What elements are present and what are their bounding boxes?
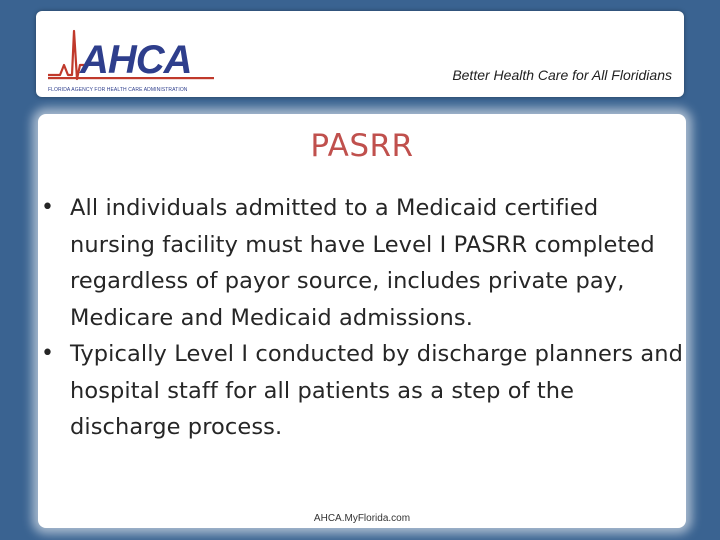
footer-link[interactable]: AHCA.MyFlorida.com	[313, 513, 411, 524]
logo-caption: FLORIDA AGENCY FOR HEALTH CARE ADMINISTRATION	[48, 87, 188, 93]
bullet-text: Typically Level I conducted by discharge planners and hospital staff for all patients as a step of the discharge process.	[70, 341, 683, 440]
ahca-logo	[46, 17, 216, 95]
tagline: Better Health Care for All Floridians	[452, 67, 672, 83]
bullet-icon: •	[41, 341, 55, 366]
heartbeat-icon	[48, 31, 84, 79]
bullet-item	[38, 190, 686, 336]
bullet-list	[38, 190, 686, 446]
bullet-text: All individuals admitted to a Medicaid certified nursing facility must have Level I PASRR completed regardless of payor source, includes private pay, Medicare and Medicaid admissions.	[70, 195, 655, 331]
logo-wordmark: AHCA	[80, 38, 192, 82]
bullet-icon: •	[41, 195, 55, 220]
ahca-logo-graphic	[46, 17, 216, 87]
header-banner	[36, 11, 684, 97]
content-panel	[38, 114, 686, 528]
bullet-item	[38, 336, 686, 446]
slide-title: PASRR	[310, 128, 414, 164]
